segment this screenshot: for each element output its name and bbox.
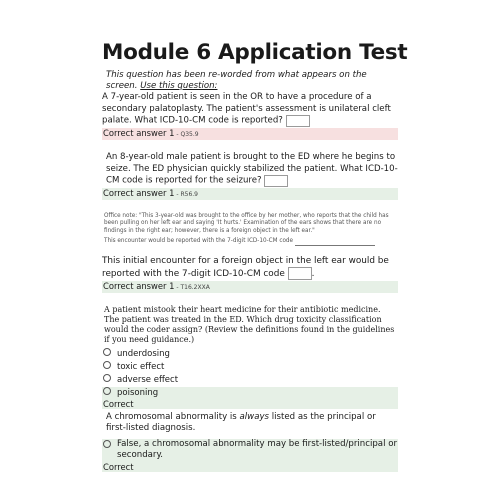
- question-3: This initial encounter for a foreign object in the left ear would be reported with the 7-digit ICD-10-CM code .: [102, 255, 389, 279]
- option-false[interactable]: [102, 439, 398, 462]
- note-emphasis: Use this question:: [140, 80, 218, 91]
- option-adverse-effect[interactable]: [102, 374, 398, 387]
- note-text: This question has been re-worded from what appears on the screen.: [106, 70, 367, 91]
- status-correct: Correct: [103, 398, 134, 409]
- reworded-note: [106, 70, 398, 91]
- option-label: toxic effect: [117, 361, 165, 372]
- office-note: Office note: "This 3-year-old was brought to the office by her mother, who reports that the child has been pulling on her left ear and saying 'It hurts.' Examination of the ears shows that there are no findings in the right ear; however, there is a foreign object in the left ear.": [104, 213, 389, 234]
- answer-label: Correct answer 1: [103, 128, 175, 138]
- answer-feedback-2: Correct answer 1 - R56.9: [102, 188, 398, 200]
- option-label: underdosing: [117, 348, 170, 359]
- question-1: [102, 92, 398, 127]
- correct-option-block: [102, 439, 398, 472]
- quiz-page: [102, 40, 408, 472]
- question-1-text: A 7-year-old patient is seen in the OR to have a procedure of a secondary palatoplasty. The patient's assessment is unilateral cleft palate. What ICD-10-CM code is reported?: [102, 92, 391, 126]
- status-correct: Correct: [103, 461, 134, 472]
- radio-icon[interactable]: [103, 361, 111, 369]
- answer-feedback-1: Correct answer 1 - Q35.9: [102, 128, 398, 140]
- encounter-line: This encounter would be reported with the 7-digit ICD-10-CM code: [104, 238, 398, 245]
- answer-code: T16.2XXA: [180, 283, 210, 291]
- correct-option-block: [102, 387, 398, 409]
- question-4-options: [102, 348, 398, 409]
- option-label: adverse effect: [117, 374, 179, 385]
- option-underdosing[interactable]: [102, 348, 398, 361]
- answer-input-2[interactable]: [264, 175, 288, 187]
- answer-label: Correct answer 1: [103, 188, 175, 198]
- radio-icon[interactable]: [103, 374, 111, 382]
- radio-icon[interactable]: [103, 440, 111, 448]
- radio-icon[interactable]: [103, 348, 111, 356]
- question-5: A chromosomal abnormality is always listed as the principal or first-listed diagnosis.: [106, 411, 376, 434]
- question-2: [102, 152, 398, 187]
- answer-input-1[interactable]: [286, 115, 310, 127]
- question-2-text: An 8-year-old male patient is brought to the ED where he begins to seize. The ED physician quickly stabilized the patient. What ICD-10-CM code is reported for the seizure?: [106, 152, 398, 186]
- answer-code: R56.9: [180, 191, 198, 198]
- option-toxic-effect[interactable]: [102, 361, 398, 374]
- option-label: poisoning: [117, 387, 159, 398]
- answer-code: Q35.9: [180, 131, 199, 138]
- answer-feedback-3: Correct answer 1 - T16.2XXA: [102, 281, 398, 293]
- option-poisoning[interactable]: [102, 387, 398, 400]
- blank-line: [295, 239, 375, 246]
- question-4-text: A patient mistook their heart medicine for their antibiotic medicine. The patient was treated in the ED. Which drug toxicity classification would the coder assign? (Review the definitions found in the guidelines if you need guidance.): [104, 304, 395, 344]
- radio-icon[interactable]: [103, 387, 111, 395]
- option-label: False, a chromosomal abnormality may be first-listed/principal or secondary.: [117, 438, 397, 461]
- answer-label: Correct answer 1: [103, 280, 175, 291]
- answer-input-3[interactable]: [288, 267, 312, 280]
- question-3-text: This initial encounter for a foreign object in the left ear would be reported with the 7-digit ICD-10-CM code: [102, 255, 389, 279]
- page-title: Module 6 Application Test: [102, 40, 408, 65]
